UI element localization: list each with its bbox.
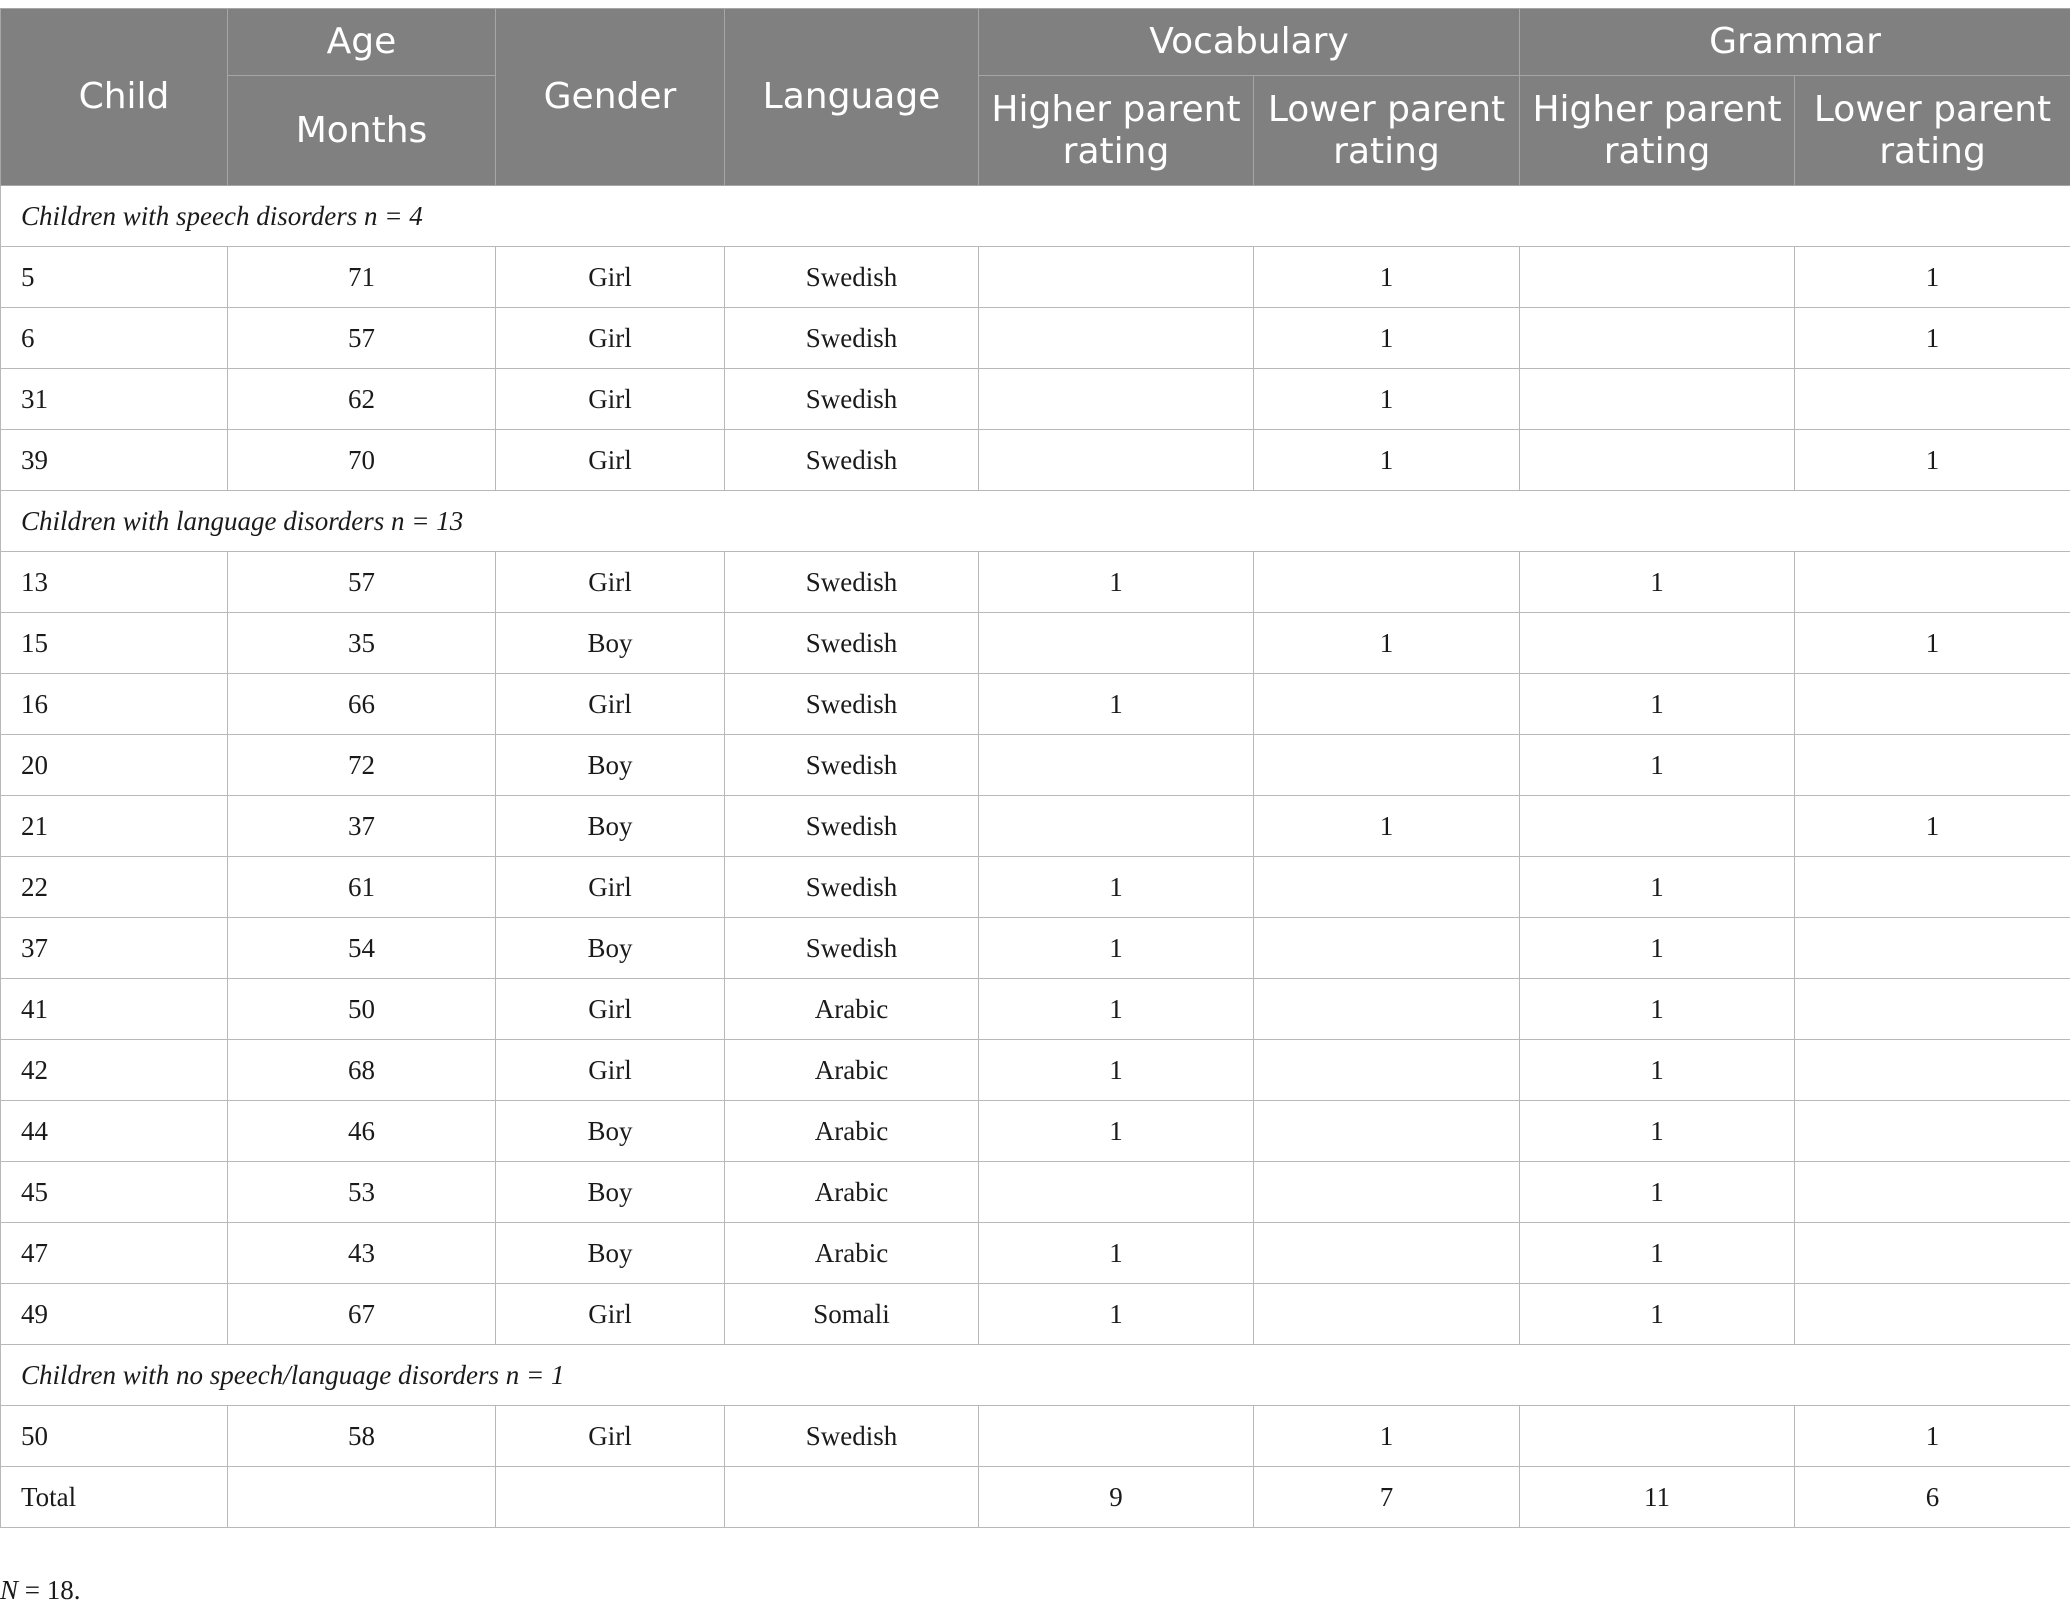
- language-cell: Swedish: [725, 796, 979, 857]
- gender-cell: Girl: [496, 369, 725, 430]
- language-cell: Arabic: [725, 1162, 979, 1223]
- grammar-lower-cell: 1: [1795, 1406, 2070, 1467]
- language-cell: Arabic: [725, 1223, 979, 1284]
- grammar-higher-cell: [1520, 369, 1795, 430]
- table-footnote: [0, 1575, 81, 1606]
- table-row: [1, 613, 2070, 674]
- vocabulary-higher-cell: [979, 308, 1254, 369]
- vocabulary-higher-cell: [979, 369, 1254, 430]
- age-months-cell: 58: [228, 1406, 496, 1467]
- vocabulary-lower-cell: 1: [1254, 430, 1520, 491]
- gender-cell: Boy: [496, 918, 725, 979]
- age-months-cell: 66: [228, 674, 496, 735]
- child-id-cell: 42: [1, 1040, 228, 1101]
- vocabulary-higher-cell: 1: [979, 1101, 1254, 1162]
- language-cell: Swedish: [725, 369, 979, 430]
- vocabulary-lower-cell: [1254, 1040, 1520, 1101]
- language-cell: Swedish: [725, 430, 979, 491]
- grammar-higher-cell: 1: [1520, 735, 1795, 796]
- total-row: [1, 1467, 2070, 1528]
- grammar-higher-cell: [1520, 613, 1795, 674]
- grammar-lower-cell: [1795, 735, 2070, 796]
- grammar-lower-cell: [1795, 1162, 2070, 1223]
- grammar-lower-cell: [1795, 552, 2070, 613]
- vocabulary-lower-cell: 1: [1254, 369, 1520, 430]
- vocabulary-higher-cell: 1: [979, 979, 1254, 1040]
- gender-cell: Girl: [496, 674, 725, 735]
- grammar-higher-cell: 1: [1520, 1040, 1795, 1101]
- grammar-higher-cell: 1: [1520, 1101, 1795, 1162]
- gender-column-header: Gender: [496, 9, 725, 186]
- total-age-cell: [228, 1467, 496, 1528]
- grammar-higher-cell: 1: [1520, 1162, 1795, 1223]
- child-id-cell: 31: [1, 369, 228, 430]
- gender-cell: Boy: [496, 1101, 725, 1162]
- language-cell: Swedish: [725, 674, 979, 735]
- child-id-cell: 45: [1, 1162, 228, 1223]
- child-id-cell: 15: [1, 613, 228, 674]
- vocabulary-higher-cell: 1: [979, 552, 1254, 613]
- group-heading-row: [1, 491, 2070, 552]
- age-months-cell: 57: [228, 552, 496, 613]
- gender-cell: Girl: [496, 979, 725, 1040]
- table-row: [1, 430, 2070, 491]
- age-months-cell: 70: [228, 430, 496, 491]
- vocabulary-lower-cell: [1254, 918, 1520, 979]
- table-row: [1, 674, 2070, 735]
- gender-cell: Boy: [496, 1223, 725, 1284]
- gender-cell: Girl: [496, 430, 725, 491]
- child-id-cell: 5: [1, 247, 228, 308]
- language-cell: Swedish: [725, 613, 979, 674]
- child-id-cell: 6: [1, 308, 228, 369]
- grammar-lower-cell: [1795, 1223, 2070, 1284]
- vocabulary-higher-cell: [979, 430, 1254, 491]
- language-cell: Swedish: [725, 735, 979, 796]
- child-id-cell: 22: [1, 857, 228, 918]
- grammar-higher-cell: 1: [1520, 674, 1795, 735]
- vocabulary-lower-cell: [1254, 1284, 1520, 1345]
- grammar-higher-cell: 1: [1520, 979, 1795, 1040]
- vocabulary-higher-cell: [979, 613, 1254, 674]
- grammar-lower-cell: [1795, 1101, 2070, 1162]
- vocabulary-higher-cell: 1: [979, 1223, 1254, 1284]
- child-id-cell: 21: [1, 796, 228, 857]
- gender-cell: Girl: [496, 247, 725, 308]
- group-heading-row: [1, 1345, 2070, 1406]
- vocabulary-higher-cell: 1: [979, 1284, 1254, 1345]
- language-cell: Swedish: [725, 918, 979, 979]
- vocabulary-lower-cell: [1254, 1223, 1520, 1284]
- vocabulary-lower-cell: [1254, 674, 1520, 735]
- vocabulary-higher-cell: [979, 796, 1254, 857]
- vocabulary-higher-cell: 1: [979, 1040, 1254, 1101]
- group-label: Children with speech disorders n = 4: [1, 186, 2070, 247]
- table-row: [1, 552, 2070, 613]
- table-row: [1, 1284, 2070, 1345]
- age-months-cell: 43: [228, 1223, 496, 1284]
- total-grammar-lower-cell: 6: [1795, 1467, 2070, 1528]
- grammar-lower-cell: [1795, 369, 2070, 430]
- table-body: [1, 186, 2070, 1528]
- language-cell: Arabic: [725, 1101, 979, 1162]
- vocabulary-lower-cell: 1: [1254, 613, 1520, 674]
- vocabulary-higher-cell: 1: [979, 918, 1254, 979]
- vocabulary-lower-cell: 1: [1254, 308, 1520, 369]
- vocabulary-lower-cell: [1254, 552, 1520, 613]
- grammar-higher-cell: [1520, 308, 1795, 369]
- vocabulary-lower-cell: 1: [1254, 247, 1520, 308]
- language-cell: Swedish: [725, 308, 979, 369]
- group-label: Children with no speech/language disorders n = 1: [1, 1345, 2070, 1406]
- gender-cell: Girl: [496, 1406, 725, 1467]
- child-id-cell: 16: [1, 674, 228, 735]
- grammar-higher-cell: 1: [1520, 552, 1795, 613]
- vocabulary-higher-cell: [979, 1406, 1254, 1467]
- vocabulary-lower-cell: 1: [1254, 1406, 1520, 1467]
- vocabulary-higher-cell: [979, 247, 1254, 308]
- table-row: [1, 857, 2070, 918]
- age-months-cell: 54: [228, 918, 496, 979]
- grammar-lower-cell: 1: [1795, 613, 2070, 674]
- gender-cell: Girl: [496, 308, 725, 369]
- age-months-cell: 37: [228, 796, 496, 857]
- table-row: [1, 796, 2070, 857]
- table-row: [1, 247, 2070, 308]
- child-id-cell: 49: [1, 1284, 228, 1345]
- grammar-lower-cell: 1: [1795, 430, 2070, 491]
- total-label-cell: Total: [1, 1467, 228, 1528]
- grammar-higher-cell: 1: [1520, 857, 1795, 918]
- total-gender-cell: [496, 1467, 725, 1528]
- grammar-higher-cell: 1: [1520, 1284, 1795, 1345]
- language-column-header: Language: [725, 9, 979, 186]
- vocabulary-lower-header: Lower parent rating: [1254, 76, 1520, 186]
- language-cell: Swedish: [725, 1406, 979, 1467]
- gender-cell: Girl: [496, 1284, 725, 1345]
- language-cell: Swedish: [725, 857, 979, 918]
- language-cell: Arabic: [725, 979, 979, 1040]
- grammar-higher-cell: 1: [1520, 918, 1795, 979]
- child-id-cell: 50: [1, 1406, 228, 1467]
- table-row: [1, 1223, 2070, 1284]
- grammar-lower-cell: [1795, 979, 2070, 1040]
- group-label: Children with language disorders n = 13: [1, 491, 2070, 552]
- table-row: [1, 918, 2070, 979]
- grammar-higher-cell: 1: [1520, 1223, 1795, 1284]
- vocabulary-lower-cell: 1: [1254, 796, 1520, 857]
- vocabulary-lower-cell: [1254, 1101, 1520, 1162]
- results-table: [0, 8, 2070, 1528]
- gender-cell: Boy: [496, 796, 725, 857]
- vocabulary-higher-cell: 1: [979, 857, 1254, 918]
- table-row: [1, 308, 2070, 369]
- table-header: [1, 9, 2070, 186]
- gender-cell: Boy: [496, 613, 725, 674]
- age-months-cell: 71: [228, 247, 496, 308]
- vocabulary-higher-cell: 1: [979, 674, 1254, 735]
- child-id-cell: 47: [1, 1223, 228, 1284]
- child-id-cell: 37: [1, 918, 228, 979]
- grammar-higher-cell: [1520, 247, 1795, 308]
- age-months-cell: 68: [228, 1040, 496, 1101]
- footnote-text: = 18.: [18, 1575, 81, 1605]
- table-row: [1, 735, 2070, 796]
- total-grammar-higher-cell: 11: [1520, 1467, 1795, 1528]
- group-heading-row: [1, 186, 2070, 247]
- vocabulary-lower-cell: [1254, 735, 1520, 796]
- vocabulary-lower-cell: [1254, 1162, 1520, 1223]
- months-column-header: Months: [228, 76, 496, 186]
- total-vocabulary-higher-cell: 9: [979, 1467, 1254, 1528]
- grammar-higher-cell: [1520, 796, 1795, 857]
- grammar-group-header: Grammar: [1520, 9, 2070, 76]
- child-id-cell: 44: [1, 1101, 228, 1162]
- age-months-cell: 62: [228, 369, 496, 430]
- gender-cell: Girl: [496, 1040, 725, 1101]
- vocabulary-group-header: Vocabulary: [979, 9, 1520, 76]
- table-row: [1, 1406, 2070, 1467]
- gender-cell: Girl: [496, 857, 725, 918]
- table-row: [1, 1162, 2070, 1223]
- child-column-header: Child: [1, 9, 228, 186]
- table-row: [1, 369, 2070, 430]
- table-row: [1, 979, 2070, 1040]
- table-row: [1, 1101, 2070, 1162]
- language-cell: Swedish: [725, 247, 979, 308]
- footnote-variable: N: [0, 1575, 19, 1605]
- grammar-lower-cell: [1795, 1284, 2070, 1345]
- language-cell: Swedish: [725, 552, 979, 613]
- child-id-cell: 20: [1, 735, 228, 796]
- total-language-cell: [725, 1467, 979, 1528]
- age-months-cell: 57: [228, 308, 496, 369]
- child-id-cell: 13: [1, 552, 228, 613]
- table-row: [1, 1040, 2070, 1101]
- grammar-lower-cell: 1: [1795, 308, 2070, 369]
- gender-cell: Boy: [496, 735, 725, 796]
- grammar-lower-cell: [1795, 918, 2070, 979]
- age-months-cell: 46: [228, 1101, 496, 1162]
- child-id-cell: 39: [1, 430, 228, 491]
- child-id-cell: 41: [1, 979, 228, 1040]
- total-vocabulary-lower-cell: 7: [1254, 1467, 1520, 1528]
- age-months-cell: 61: [228, 857, 496, 918]
- vocabulary-higher-cell: [979, 1162, 1254, 1223]
- gender-cell: Girl: [496, 552, 725, 613]
- grammar-higher-cell: [1520, 430, 1795, 491]
- grammar-higher-cell: [1520, 1406, 1795, 1467]
- grammar-higher-header: Higher parent rating: [1520, 76, 1795, 186]
- grammar-lower-header: Lower parent rating: [1795, 76, 2070, 186]
- age-months-cell: 53: [228, 1162, 496, 1223]
- age-months-cell: 72: [228, 735, 496, 796]
- age-column-header: Age: [228, 9, 496, 76]
- gender-cell: Boy: [496, 1162, 725, 1223]
- grammar-lower-cell: [1795, 1040, 2070, 1101]
- vocabulary-higher-cell: [979, 735, 1254, 796]
- age-months-cell: 50: [228, 979, 496, 1040]
- age-months-cell: 67: [228, 1284, 496, 1345]
- age-months-cell: 35: [228, 613, 496, 674]
- grammar-lower-cell: [1795, 674, 2070, 735]
- grammar-lower-cell: 1: [1795, 796, 2070, 857]
- vocabulary-lower-cell: [1254, 979, 1520, 1040]
- grammar-lower-cell: 1: [1795, 247, 2070, 308]
- vocabulary-lower-cell: [1254, 857, 1520, 918]
- language-cell: Arabic: [725, 1040, 979, 1101]
- grammar-lower-cell: [1795, 857, 2070, 918]
- language-cell: Somali: [725, 1284, 979, 1345]
- vocabulary-higher-header: Higher parent rating: [979, 76, 1254, 186]
